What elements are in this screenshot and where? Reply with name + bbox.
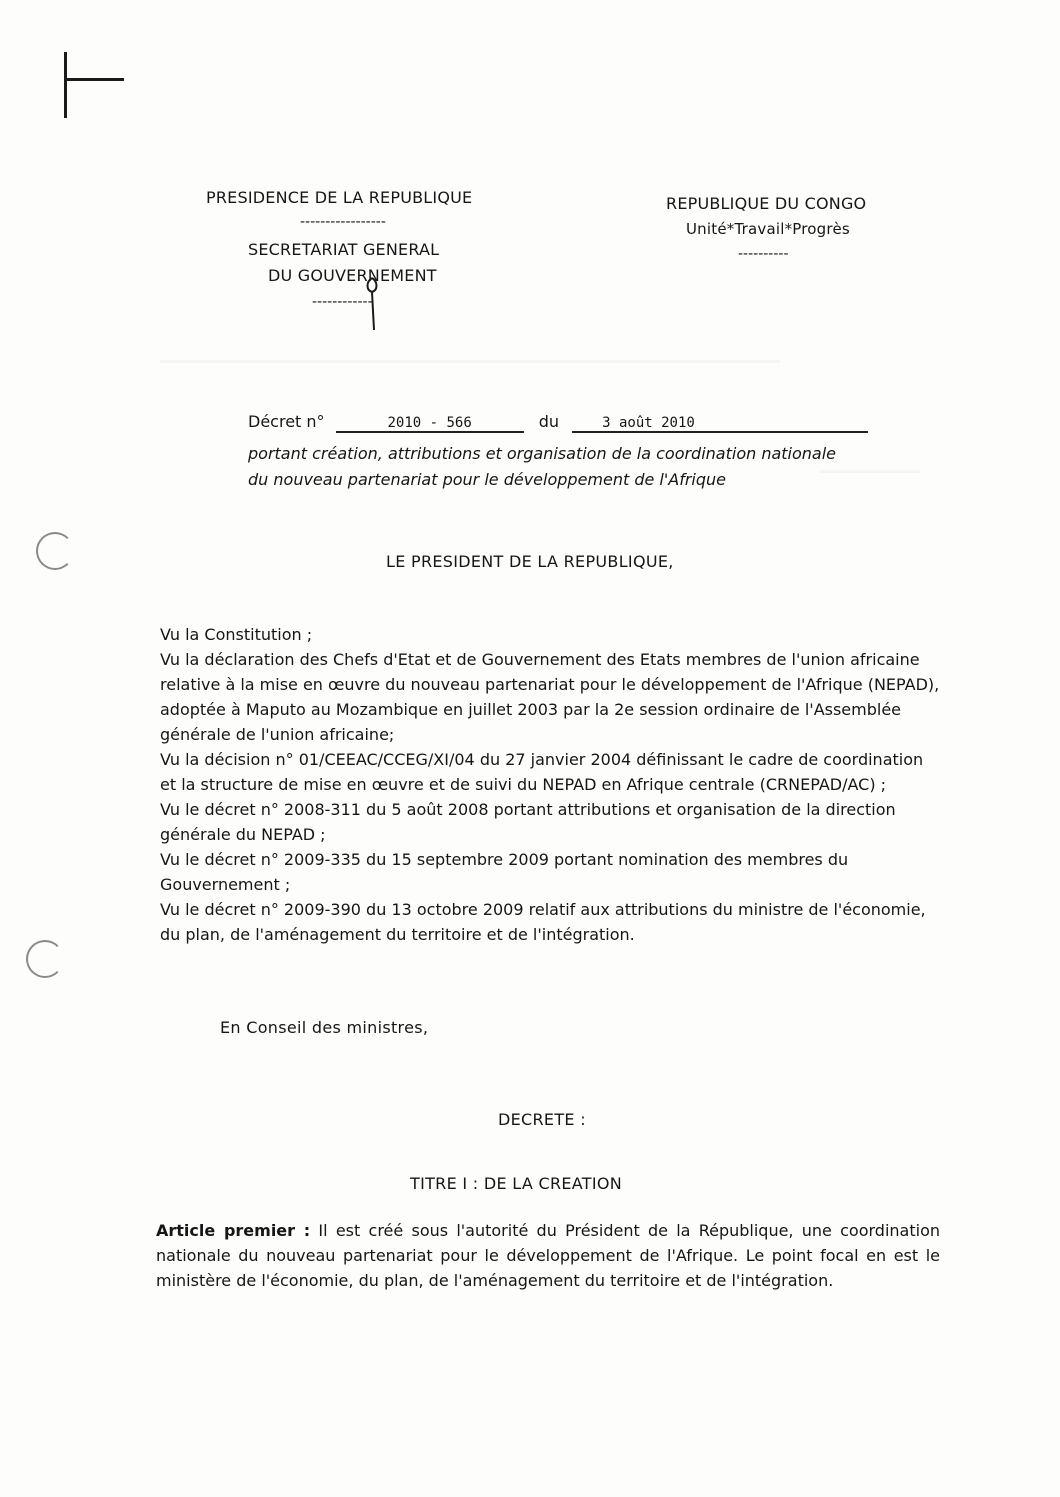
presidence-heading: PRESIDENCE DE LA REPUBLIQUE — [206, 188, 473, 207]
visa-decree-2008-311: Vu le décret n° 2008-311 du 5 août 2008 portant attributions et organisation de la direction générale du NEPAD ; — [160, 800, 896, 844]
visa-decree-2009-335: Vu le décret n° 2009-335 du 15 septembre 2009 portant nomination des membres du Gouvernement ; — [160, 850, 849, 894]
national-motto: Unité*Travail*Progrès — [686, 220, 850, 238]
visas-block — [160, 622, 944, 947]
punch-hole-top — [36, 532, 74, 570]
decree-label: Décret n° — [248, 412, 325, 431]
handwritten-initial-mark — [362, 276, 382, 332]
bleed-through-line — [160, 360, 780, 363]
decree-subject-line-2: du nouveau partenariat pour le développement de l'Afrique — [248, 470, 727, 489]
decree-date: 3 août 2010 — [572, 415, 868, 433]
gouvernement-heading: DU GOUVERNEMENT — [268, 266, 437, 285]
decrete-heading: DECRETE : — [498, 1110, 586, 1129]
header-separator-2: ------------ — [312, 294, 373, 310]
preamble-title: LE PRESIDENT DE LA REPUBLIQUE, — [386, 552, 674, 571]
visa-decree-2009-390: Vu le décret n° 2009-390 du 13 octobre 2009 relatif aux attributions du ministre de l'économie, du plan, de l'aménagement du territoire et de l'intégration. — [160, 900, 926, 944]
visa-nepad-declaration: Vu la déclaration des Chefs d'Etat et de Gouvernement des Etats membres de l'union africaine relative à la mise en œuvre du nouveau partenariat pour le développement de l'Afrique (NEPAD), adoptée à Maputo au Mozambique en juillet 2003 par la 2e session ordinaire de l'Assemblée générale de l'union africaine; — [160, 650, 940, 744]
visa-constitution: Vu la Constitution ; — [160, 625, 313, 644]
titre-heading: TITRE I : DE LA CREATION — [410, 1174, 623, 1193]
republique-heading: REPUBLIQUE DU CONGO — [666, 194, 867, 213]
decree-number-line — [248, 412, 868, 433]
header-separator-right: ---------- — [738, 246, 789, 262]
punch-hole-bottom — [26, 940, 64, 978]
bleed-through-line — [820, 470, 920, 473]
council-line: En Conseil des ministres, — [220, 1018, 429, 1037]
corner-crop-mark — [64, 52, 67, 118]
secretariat-heading: SECRETARIAT GENERAL — [248, 240, 440, 259]
article-text: Il est créé sous l'autorité du Président de la République, une coordination nationale du nouveau partenariat pour le développement de l'Afrique. Le point focal en est le ministère de l'économie, du plan, de l'aménagement du territoire et de l'intégration. — [156, 1221, 940, 1290]
article-premier — [156, 1218, 940, 1293]
header-separator: ----------------- — [300, 214, 386, 230]
article-lead: Article premier : — [156, 1221, 311, 1240]
visa-ceeac-decision: Vu la décision n° 01/CEEAC/CCEG/XI/04 du 27 janvier 2004 définissant le cadre de coordination et la structure de mise en œuvre et de suivi du NEPAD en Afrique centrale (CRNEPAD/AC) ; — [160, 750, 924, 794]
corner-crop-mark-horizontal — [64, 78, 124, 81]
decree-number: 2010 - 566 — [336, 415, 524, 433]
decree-subject-line-1: portant création, attributions et organisation de la coordination nationale — [248, 444, 837, 463]
du-label: du — [538, 412, 560, 431]
